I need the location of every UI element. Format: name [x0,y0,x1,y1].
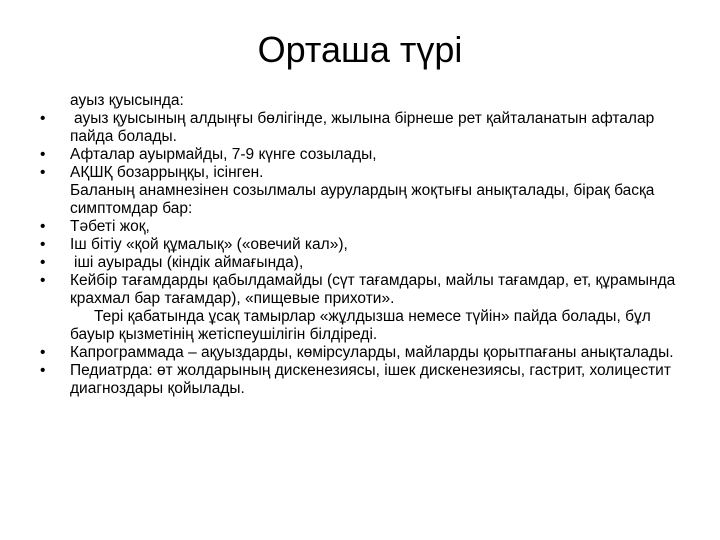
line-text: Баланың анамнезінен созылмалы аурулардың жоқтығы анықталады, бірақ басқа симптомдар бар: [70,182,655,217]
bullet-text: іші ауырады (кіндік аймағында), [74,254,304,271]
line-text: Тері қабатында ұсақ тамырлар «жұлдызша немесе түйін» пайда болады, бұл бауыр қызметінің жетіспеушілігін білдіреді. [70,308,651,343]
bullet-text: Тәбеті жоқ, [70,218,150,235]
bullet-item [40,344,690,362]
slide-title: Орташа түрі [257,29,463,70]
bullet-item [40,362,690,398]
bullet-icon: • [40,218,46,235]
bullet-icon: • [40,110,46,127]
slide-body [40,92,690,398]
bullet-item [40,272,690,308]
bullet-item [40,110,690,146]
bullet-item [40,236,690,254]
bullet-item [40,146,690,164]
bullet-icon: • [40,272,46,289]
bullet-item [40,218,690,236]
bullet-text: Капрограммада – ақуыздарды, көмірсуларды, майларды қорытпағаны анықталады. [70,344,674,361]
bullet-icon: • [40,254,46,271]
bullet-icon: • [40,146,46,163]
bullet-text: ауыз қуысының алдыңғы бөлігінде, жылына бірнеше рет қайталанатын афталар пайда болады. [70,110,655,145]
text-line-intro [40,92,690,110]
bullet-icon: • [40,344,46,361]
bullet-icon: • [40,362,46,379]
bullet-item [40,164,690,182]
bullet-text: Афталар ауырмайды, 7-9 күнге созылады, [70,146,377,163]
line-text: ауыз қуысында: [70,92,184,109]
bullet-text: Іш бітіу «қой құмалық» («овечий кал»), [70,236,348,253]
bullet-icon: • [40,236,46,253]
text-line [40,308,690,344]
bullet-icon: • [40,164,46,181]
bullet-text: Кейбір тағамдарды қабылдамайды (сүт тағамдары, майлы тағамдар, ет, құрамында крахмал бар тағамдар), «пищевые прихоти». [70,272,676,307]
bullet-text: Педиатрда: өт жолдарының дискенезиясы, ішек дискенезиясы, гастрит, холицестит диагноздары қойылады. [70,362,671,397]
bullet-text: АҚШҚ бозаррыңқы, ісінген. [70,164,264,181]
text-line [40,182,690,218]
bullet-item [40,254,690,272]
